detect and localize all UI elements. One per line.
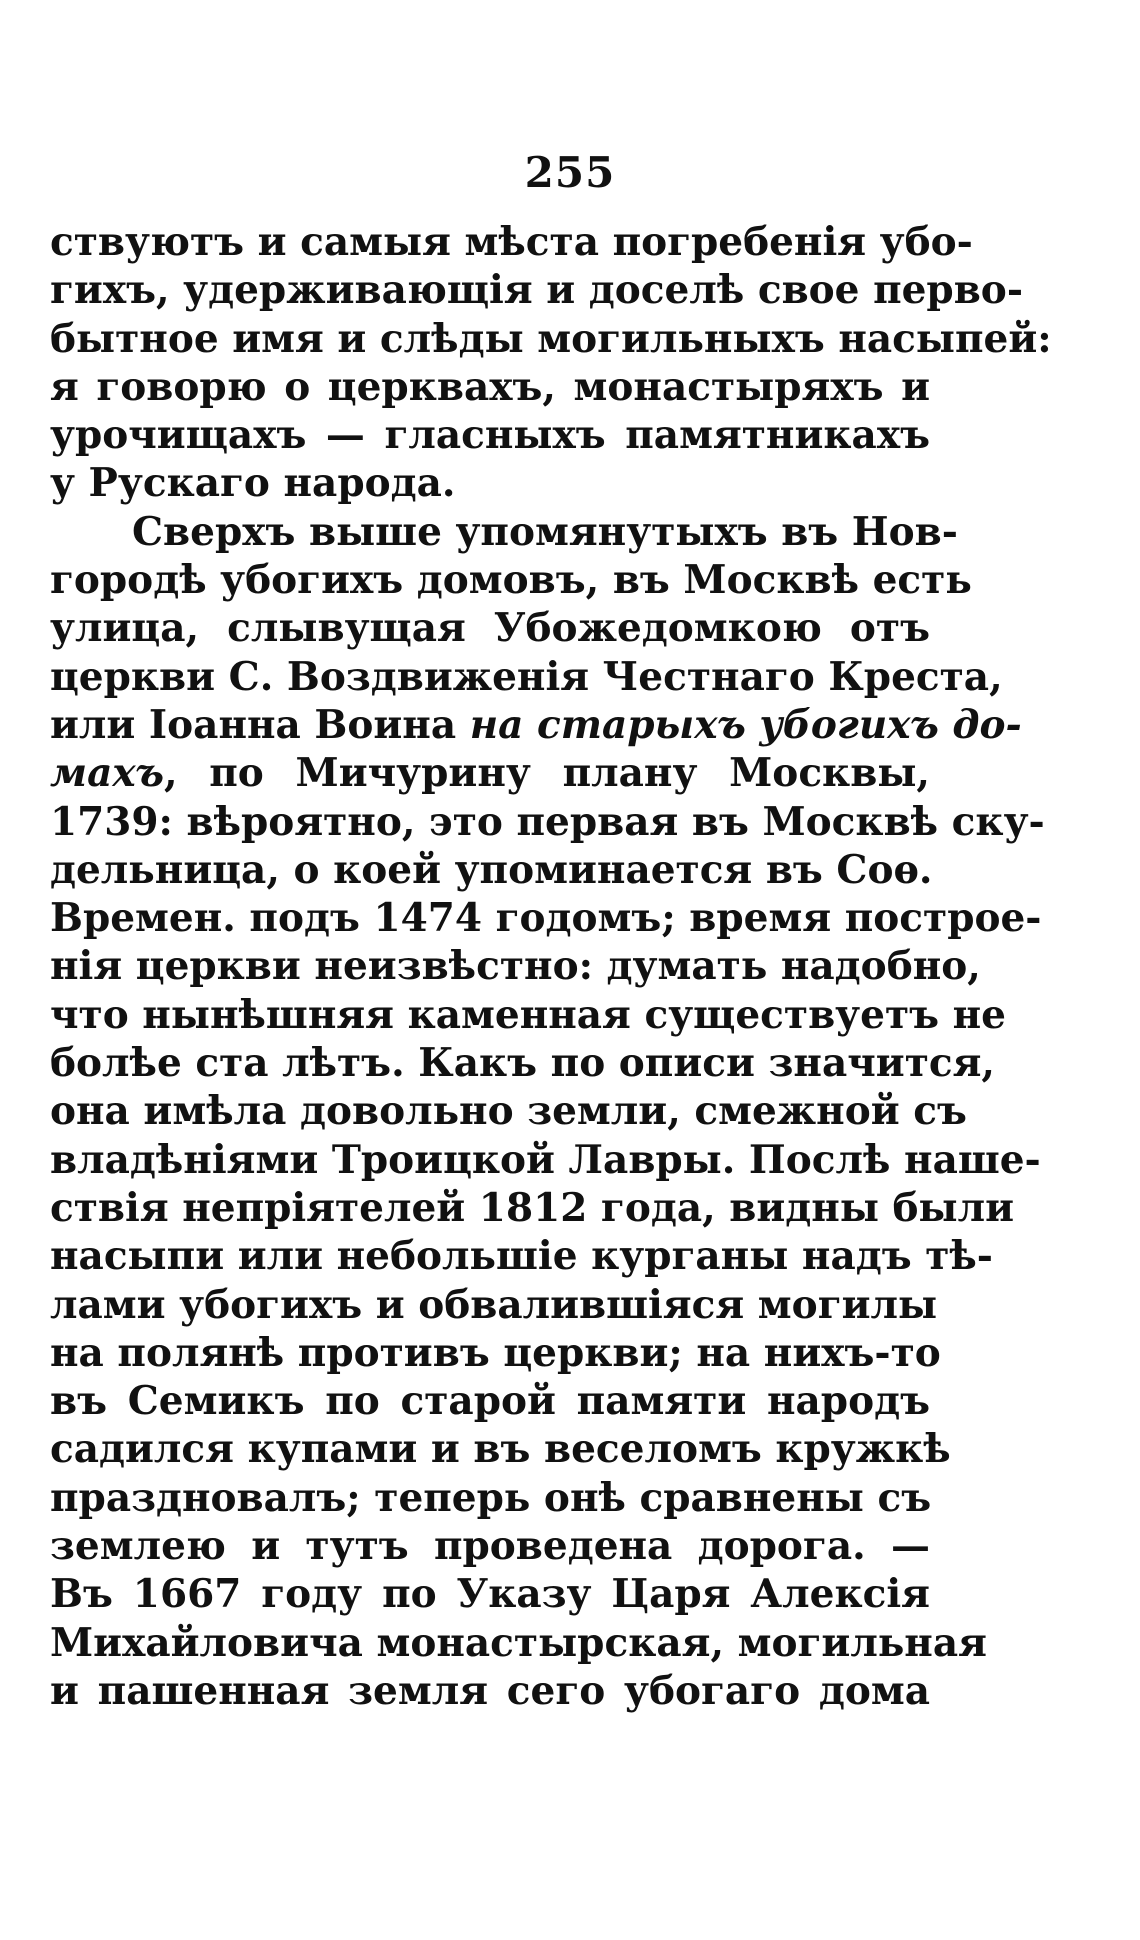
text-line: лами убогихъ и обвалившіяся могилы bbox=[50, 1281, 938, 1328]
body-text bbox=[50, 218, 1052, 1715]
text-line: она имѣла довольно земли, смежной съ bbox=[50, 1088, 967, 1135]
italic-text-segment: на старыхъ убогихъ до- bbox=[469, 701, 1022, 748]
text-segment: , по Мичурину плану Москвы, bbox=[163, 750, 930, 797]
text-line bbox=[50, 749, 930, 797]
text-line: Михайловича монастырская, могильная bbox=[50, 1619, 987, 1666]
text-line bbox=[50, 701, 1022, 749]
text-line: Сверхъ выше упомянутыхъ въ Нов- bbox=[132, 508, 958, 555]
text-line: нія церкви неизвѣстно: думать надобно, bbox=[50, 943, 981, 990]
text-line: ствуютъ и самыя мѣста погребенія убо- bbox=[50, 219, 973, 265]
text-line: бытное имя и слѣды могильныхъ насыпей: bbox=[50, 315, 1052, 362]
text-line: Въ 1667 году по Указу Царя Алексія bbox=[50, 1571, 930, 1618]
text-line: дельница, о коей упоминается въ Соѳ. bbox=[50, 846, 933, 893]
text-line: 1739: вѣроятно, это первая въ Москвѣ ску- bbox=[50, 798, 1045, 845]
text-line: болѣе ста лѣтъ. Какъ по описи значится, bbox=[50, 1040, 996, 1087]
text-line: владѣніями Троицкой Лавры. Послѣ наше- bbox=[50, 1136, 1041, 1183]
text-line: у Рускаго народа. bbox=[50, 460, 456, 507]
text-line: ствія непріятелей 1812 года, видны были bbox=[50, 1184, 1015, 1231]
text-line: урочищахъ — гласныхъ памятникахъ bbox=[50, 412, 930, 459]
text-line: землею и тутъ проведена дорога. — bbox=[50, 1523, 930, 1570]
text-line: и пашенная земля сего убогаго дома bbox=[50, 1667, 930, 1714]
text-line: праздновалъ; теперь онѣ сравнены съ bbox=[50, 1474, 932, 1521]
text-line: что нынѣшняя каменная существуетъ не bbox=[50, 991, 1006, 1038]
text-line: улица, слывущая Убожедомкою отъ bbox=[50, 605, 930, 652]
text-line: Времен. подъ 1474 годомъ; время построе- bbox=[50, 895, 1042, 942]
text-line: гихъ, удерживающія и доселѣ свое перво- bbox=[50, 267, 1024, 314]
text-line: садился купами и въ веселомъ кружкѣ bbox=[50, 1426, 951, 1473]
page-number: 255 bbox=[524, 148, 616, 197]
italic-text-segment: махъ bbox=[50, 750, 164, 797]
text-line: на полянѣ противъ церкви; на нихъ-то bbox=[50, 1329, 941, 1376]
text-line: насыпи или небольшіе курганы надъ тѣ- bbox=[50, 1233, 993, 1280]
text-line: въ Семикъ по старой памяти народъ bbox=[50, 1378, 930, 1425]
text-segment: или Іоанна Воина bbox=[50, 701, 470, 748]
text-line: церкви С. Воздвиженія Честнаго Креста, bbox=[50, 653, 1003, 700]
text-line: я говорю о церквахъ, монастыряхъ и bbox=[50, 363, 930, 410]
text-line: городѣ убогихъ домовъ, въ Москвѣ есть bbox=[50, 557, 972, 604]
